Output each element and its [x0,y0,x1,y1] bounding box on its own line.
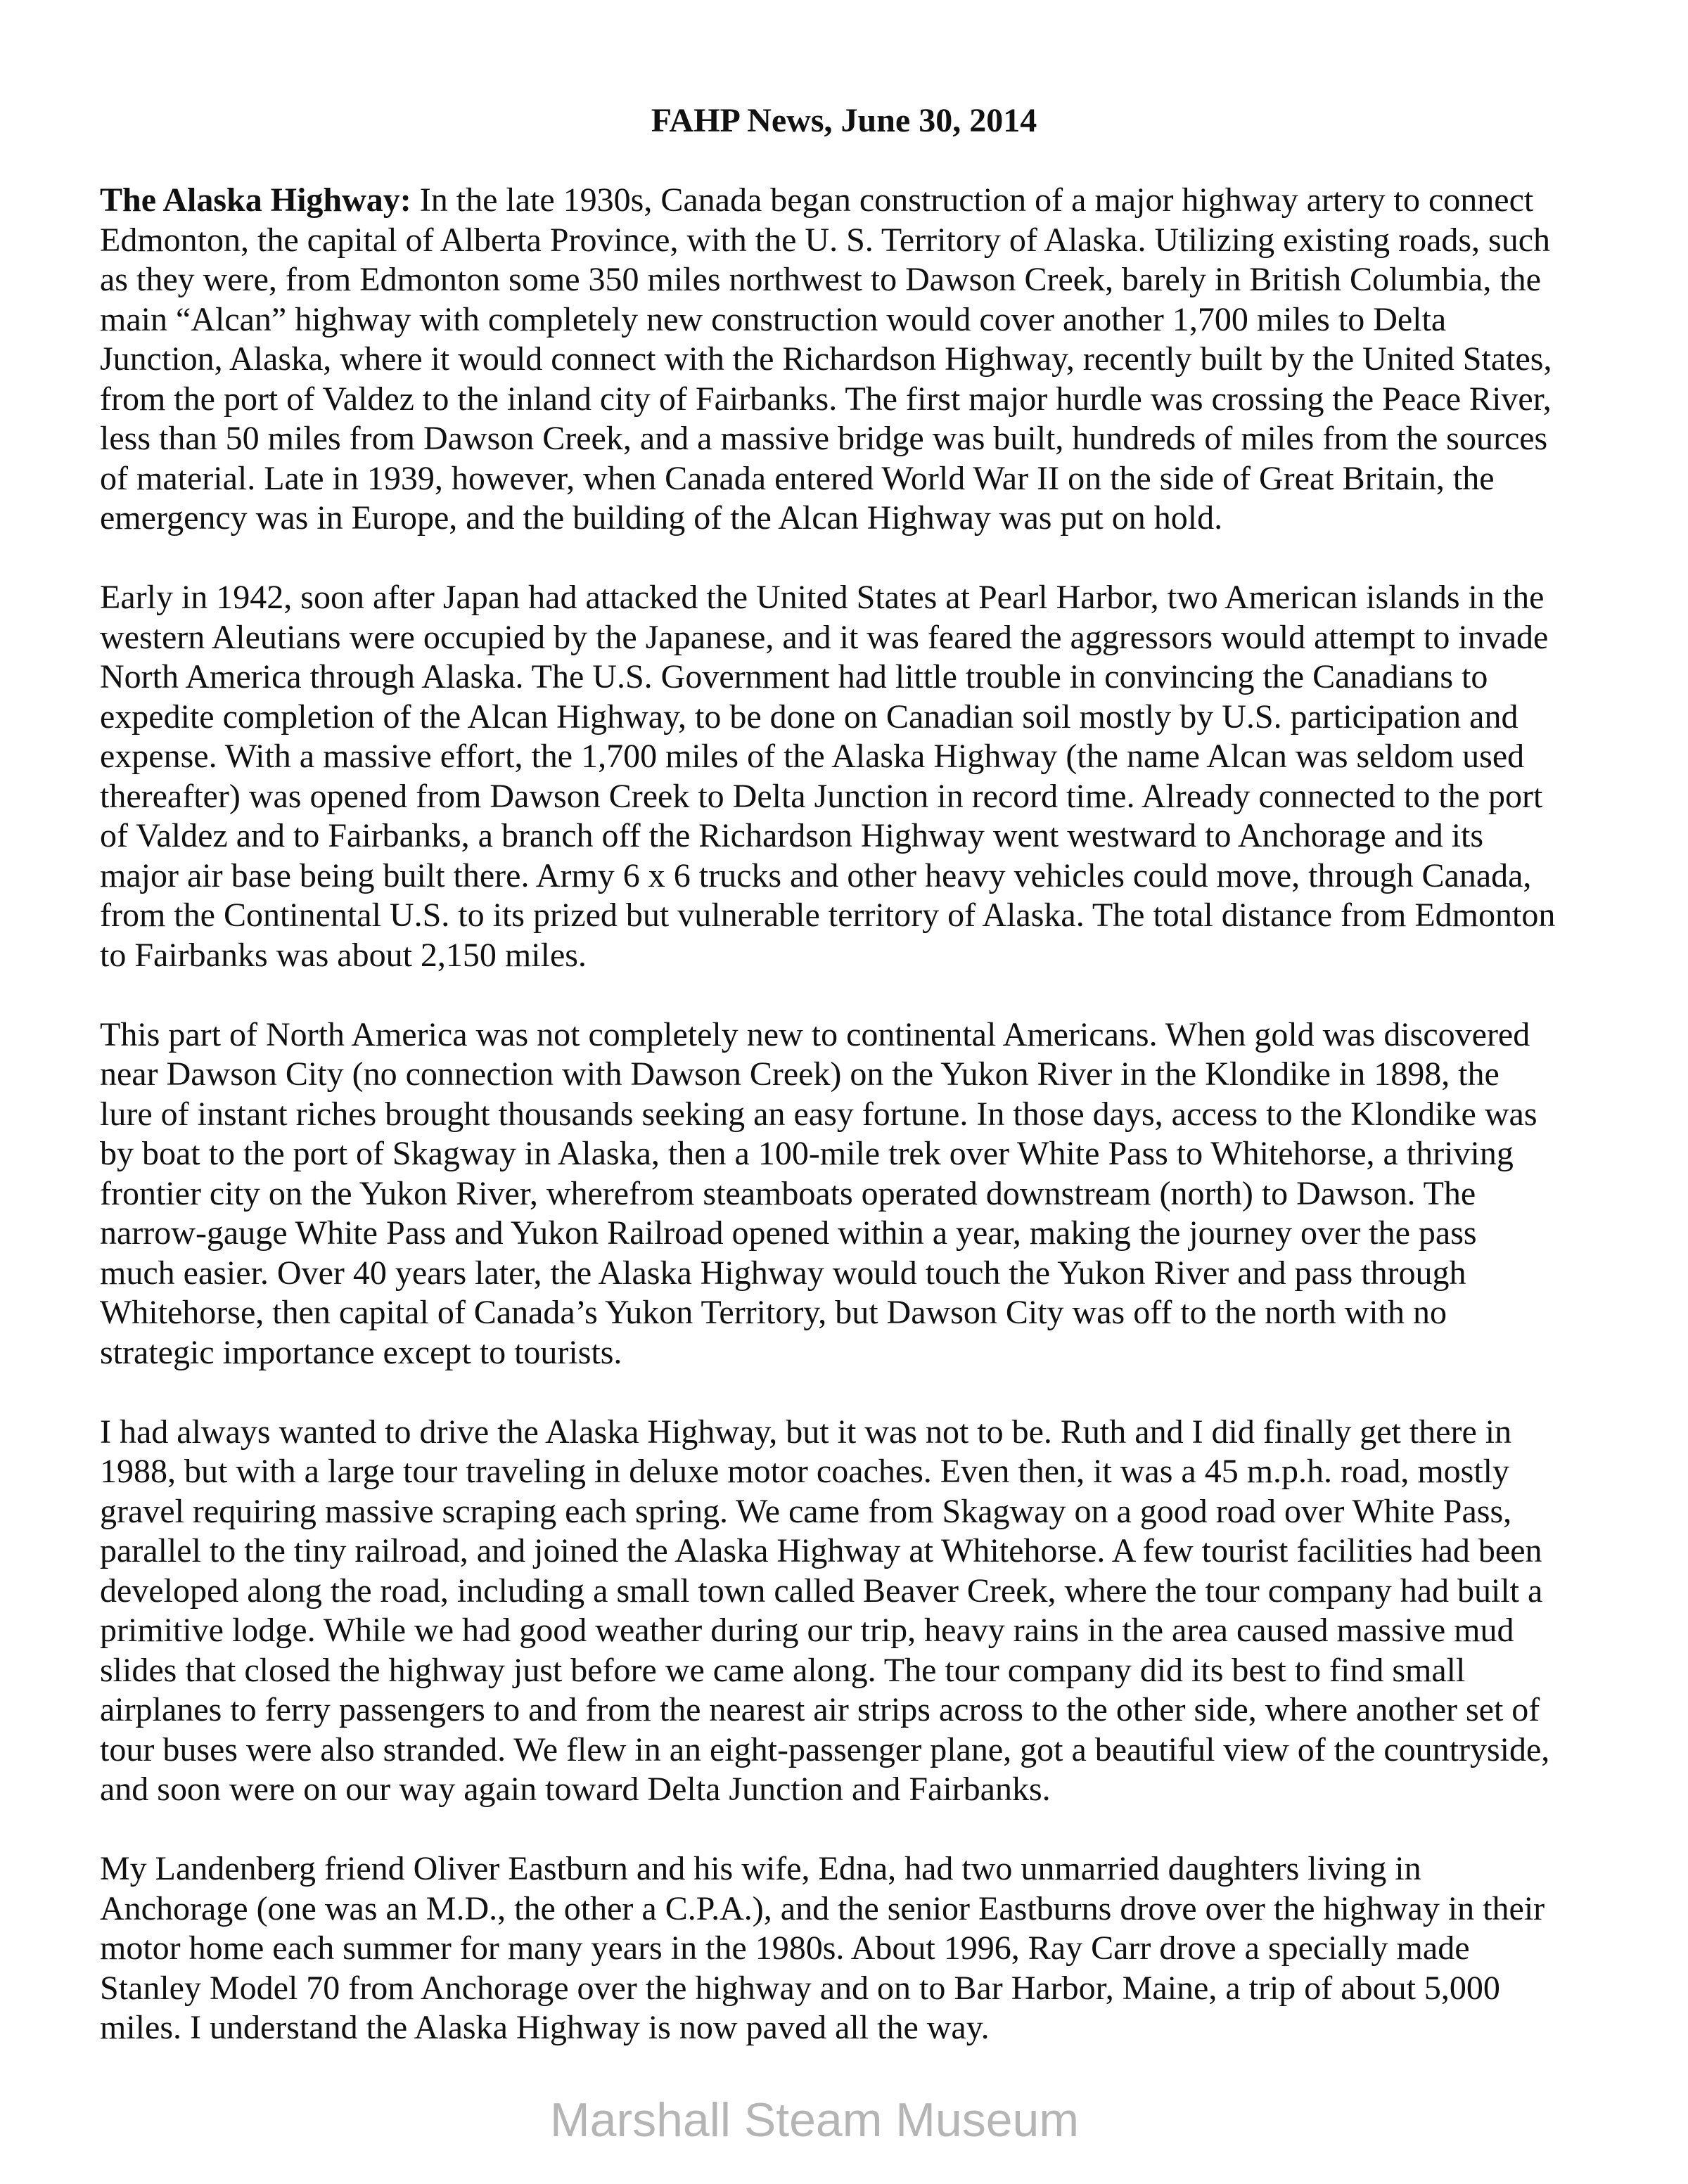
line-text: from the Continental U.S. to its prized but vulnerable territory of Alaska. The total distance from Edmonton [100,897,1556,934]
text-line [100,419,1598,459]
text-line [100,1651,1598,1691]
text-line [100,1015,1598,1055]
line-text: airplanes to ferry passengers to and from the nearest air strips across to the other side, where another set of [100,1691,1540,1728]
text-line [100,1134,1598,1174]
line-text: 1988, but with a large tour traveling in deluxe motor coaches. Even then, it was a 45 m.p.h. road, mostly [100,1453,1509,1490]
line-text: North America through Alaska. The U.S. Government had little trouble in convincing the Canadians to [100,658,1488,695]
line-text: narrow-gauge White Pass and Yukon Railroad opened within a year, making the journey over the pass [100,1214,1477,1252]
text-line [100,1293,1598,1333]
text-line [100,1452,1598,1492]
line-text: by boat to the port of Skagway in Alaska, then a 100-mile trek over White Pass to Whitehorse, a thriving [100,1135,1514,1172]
text-line [100,1333,1598,1373]
text-line [100,1492,1598,1532]
text-line [100,1690,1598,1730]
line-text: main “Alcan” highway with completely new construction would cover another 1,700 miles to Delta [100,300,1447,338]
text-line [100,1531,1598,1572]
line-text: Early in 1942, soon after Japan had attacked the United States at Pearl Harbor, two American islands in the [100,579,1545,616]
text-line [100,1055,1598,1095]
line-text: tour buses were also stranded. We flew in an eight-passenger plane, got a beautiful view of the countryside, [100,1730,1550,1768]
line-text: to Fairbanks was about 2,150 miles. [100,936,587,974]
text-line [100,1770,1598,1810]
text-line [100,221,1598,261]
text-line [100,1174,1598,1214]
text-line [100,300,1598,340]
paragraph [100,1413,1598,1810]
line-text: near Dawson City (no connection with Dawson Creek) on the Yukon River in the Klondike in 1898, the [100,1055,1500,1093]
text-line [100,1254,1598,1294]
text-line [100,777,1598,817]
text-line [100,698,1598,738]
text-line [100,816,1598,856]
line-text: western Aleutians were occupied by the Japanese, and it was feared the aggressors would attempt to invade [100,618,1549,656]
line-text: as they were, from Edmonton some 350 miles northwest to Dawson Creek, barely in British Columbia, the [100,261,1541,298]
line-text: thereafter) was opened from Dawson Creek to Delta Junction in record time. Already connected to the port [100,777,1543,815]
line-text: of Valdez and to Fairbanks, a branch off the Richardson Highway went westward to Anchorage and its [100,817,1484,854]
line-text: expedite completion of the Alcan Highway, to be done on Canadian soil mostly by U.S. participation and [100,698,1518,736]
text-line [100,618,1598,658]
line-text: strategic importance except to tourists. [100,1333,622,1371]
line-text: expense. With a massive effort, the 1,700 miles of the Alaska Highway (the name Alcan was seldom used [100,738,1525,775]
line-text: and soon were on our way again toward Delta Junction and Fairbanks. [100,1771,1051,1808]
paragraph [100,578,1598,975]
text-line [100,1969,1598,2009]
line-text: developed along the road, including a small town called Beaver Creek, where the tour company had built a [100,1572,1543,1610]
watermark: Marshall Steam Museum [550,2093,1080,2147]
line-text: I had always wanted to drive the Alaska Highway, but it was not to be. Ruth and I did finally get there in [100,1413,1512,1451]
line-text: from the port of Valdez to the inland city of Fairbanks. The first major hurdle was crossing the Peace River, [100,380,1552,418]
text-line [100,1413,1598,1453]
text-line [100,1095,1598,1135]
text-line [100,1572,1598,1612]
line-text: In the late 1930s, Canada began construction of a major highway artery to connect [411,181,1534,219]
line-text: This part of North America was not completely new to continental Americans. When gold was discovered [100,1015,1530,1053]
line-text: much easier. Over 40 years later, the Alaska Highway would touch the Yukon River and pass through [100,1254,1466,1292]
text-line [100,936,1598,976]
text-line [100,380,1598,420]
text-line [100,1214,1598,1254]
line-text: Anchorage (one was an M.D., the other a C.P.A.), and the senior Eastburns drove over the highway in their [100,1889,1545,1927]
text-line [100,459,1598,499]
text-line [100,499,1598,539]
line-text: Edmonton, the capital of Alberta Province, with the U. S. Territory of Alaska. Utilizing existing roads, such [100,221,1551,259]
paragraph [100,181,1598,539]
text-line [100,896,1598,936]
line-text: major air base being built there. Army 6 x 6 trucks and other heavy vehicles could move, through Canada, [100,856,1532,894]
text-line [100,2008,1598,2048]
line-text: lure of instant riches brought thousands seeking an easy fortune. In those days, access to the Klondike was [100,1095,1537,1133]
text-line [100,1889,1598,1929]
line-text: primitive lodge. While we had good weather during our trip, heavy rains in the area caused massive mud [100,1612,1514,1649]
line-text: frontier city on the Yukon River, wherefrom steamboats operated downstream (north) to Dawson. The [100,1174,1476,1212]
line-text: of material. Late in 1939, however, when Canada entered World War II on the side of Great Britain, the [100,459,1495,497]
text-line [100,1730,1598,1771]
section-heading: The Alaska Highway: [100,181,411,219]
text-line [100,181,1598,221]
text-line [100,578,1598,618]
line-text: Junction, Alaska, where it would connect with the Richardson Highway, recently built by the United States, [100,340,1552,378]
text-line [100,1929,1598,1969]
text-line [100,1849,1598,1889]
line-text: Whitehorse, then capital of Canada’s Yukon Territory, but Dawson City was off to the north with no [100,1294,1447,1331]
text-line [100,737,1598,777]
line-text: parallel to the tiny railroad, and joined the Alaska Highway at Whitehorse. A few tourist facilities had been [100,1532,1542,1569]
paragraph [100,1015,1598,1373]
page-title: FAHP News, June 30, 2014 [651,102,1037,139]
paragraph [100,1849,1598,2048]
line-text: less than 50 miles from Dawson Creek, and a massive bridge was built, hundreds of miles from the sources [100,420,1548,457]
line-text: miles. I understand the Alaska Highway is now paved all the way. [100,2009,990,2046]
line-text: motor home each summer for many years in the 1980s. About 1996, Ray Carr drove a specially made [100,1929,1470,1967]
line-text: gravel requiring massive scraping each spring. We came from Skagway on a good road over White Pass, [100,1492,1512,1530]
line-text: emergency was in Europe, and the building of the Alcan Highway was put on hold. [100,499,1223,537]
line-text: Stanley Model 70 from Anchorage over the highway and on to Bar Harbor, Maine, a trip of about 5,000 [100,1969,1500,2007]
text-line [100,260,1598,300]
text-line [100,1611,1598,1651]
document-page [100,101,1598,2048]
line-text: slides that closed the highway just before we came along. The tour company did its best to find small [100,1651,1466,1689]
article-body [100,181,1598,2048]
line-text: My Landenberg friend Oliver Eastburn and his wife, Edna, had two unmarried daughters living in [100,1850,1421,1887]
text-line [100,657,1598,698]
text-line [100,856,1598,897]
text-line [100,340,1598,380]
